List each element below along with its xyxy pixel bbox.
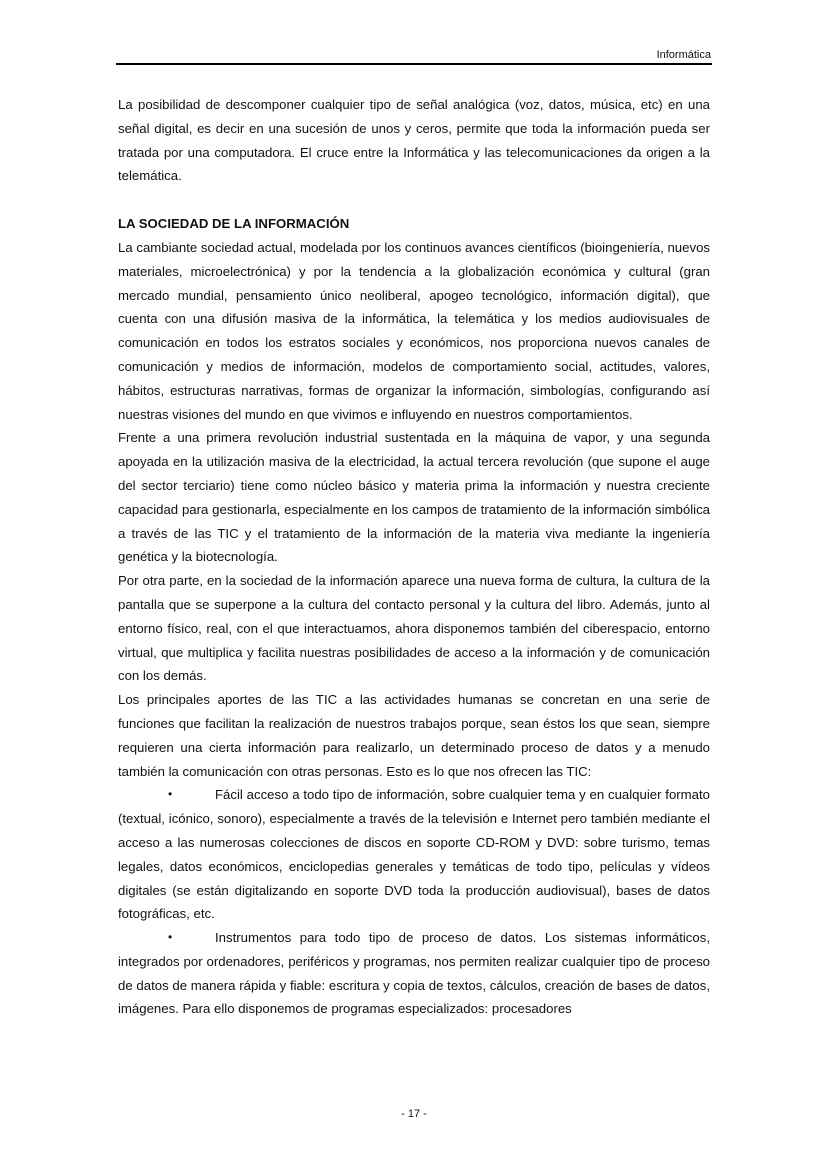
bullet-item <box>118 926 710 1021</box>
paragraph-spacer <box>118 188 710 212</box>
body-paragraph: La cambiante sociedad actual, modelada por los continuos avances científicos (bioingeniería, nuevos materiales, microelectrónica) y por la tendencia a la globalización económica y cultural (gran mercado mundial, pensamiento único neoliberal, apogeo tecnológico, información digital), que cuenta con una difusión masiva de la informática, la telemática y los medios audiovisuales de comunicación en todos los estratos sociales y económicos, nos proporciona nuevos canales de comunicación y medios de información, modelos de comportamiento social, actitudes, valores, hábitos, estructuras narrativas, formas de organizar la información, simbologías, configurando así nuestras visiones del mundo en que vivimos e influyendo en nuestros comportamientos. <box>118 239 710 422</box>
bullet-text: Instrumentos para todo tipo de proceso de datos. Los sistemas informáticos, integrados por ordenadores, periféricos y programas, nos permiten realizar cualquier tipo de proceso de datos de manera rápida y fiable: escritura y copia de textos, cálculos, creación de bases de datos, imágenes. Para ello disponemos de programas especializados: procesadores <box>118 930 710 1017</box>
body-paragraph: Los principales aportes de las TIC a las actividades humanas se concretan en una serie de funciones que facilitan la realización de nuestros trabajos porque, sean éstos los que sean, siempre requieren una cierta información para realizarlo, un determinado proceso de datos y a menudo también la comunicación con otras personas. Esto es lo que nos ofrecen las TIC: <box>118 692 710 779</box>
body-paragraph: Frente a una primera revolución industrial sustentada en la máquina de vapor, y una segunda apoyada en la utilización masiva de la electricidad, la actual tercera revolución (que supone el auge del sector terciario) tiene como núcleo básico y materia prima la información y nuestra creciente capacidad para gestionarla, especialmente en los campos de tratamiento de la información simbólica a través de las TIC y el tratamiento de la información de la materia viva mediante la ingeniería genética y la biotecnología. <box>118 430 710 565</box>
intro-paragraph: La posibilidad de descomponer cualquier tipo de señal analógica (voz, datos, música, etc) en una señal digital, es decir en una sucesión de unos y ceros, permite que toda la información pueda ser tratada por una computadora. El cruce entre la Informática y las telecomunicaciones da origen a la telemática. <box>118 97 710 184</box>
bullet-marker: • <box>168 787 173 802</box>
bullet-text: Fácil acceso a todo tipo de información, sobre cualquier tema y en cualquier formato (textual, icónico, sonoro), especialmente a través de la televisión e Internet pero también mediante el acceso a las numerosas colecciones de discos en soporte CD-ROM y DVD: sobre turismo, temas legales, datos económicos, enciclopedias generales y temáticas de todo tipo, películas y vídeos digitales (se están digitalizando en soporte DVD toda la producción audiovisual), bases de datos fotográficas, etc. <box>118 787 710 922</box>
page-number: - 17 - <box>401 1108 427 1120</box>
section-title: LA SOCIEDAD DE LA INFORMACIÓN <box>118 216 350 232</box>
running-header: Informática <box>656 49 711 61</box>
bullet-item <box>118 783 710 926</box>
header-divider <box>116 63 712 65</box>
page-body <box>118 93 710 1021</box>
bullet-marker: • <box>168 930 173 945</box>
body-paragraph: Por otra parte, en la sociedad de la información aparece una nueva forma de cultura, la cultura de la pantalla que se superpone a la cultura del contacto personal y la cultura del libro. Además, junto al entorno físico, real, con el que interactuamos, ahora disponemos también del ciberespacio, entorno virtual, que multiplica y facilita nuestras posibilidades de acceso a la información y de comunicación con los demás. <box>118 573 710 684</box>
